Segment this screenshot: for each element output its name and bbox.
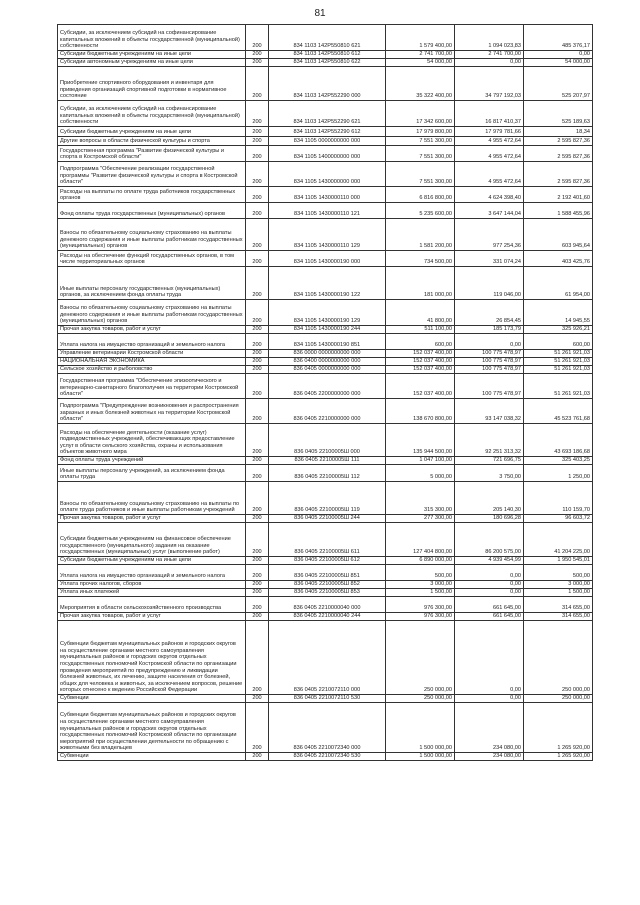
table-row — [58, 465, 593, 482]
approved-amount: 277 300,00 — [386, 515, 455, 523]
executed-amount: 92 251 313,32 — [455, 424, 524, 457]
executed-amount: 0,00 — [455, 589, 524, 597]
unexecuted-amount: 1 500,00 — [524, 589, 593, 597]
row-code: 200 — [246, 565, 269, 581]
executed-amount: 4 624 398,40 — [455, 187, 524, 203]
executed-amount: 16 817 410,37 — [455, 101, 524, 127]
budget-classification-code: 834 1105 1430000190 122 — [269, 267, 386, 300]
unexecuted-amount: 1 588 455,96 — [524, 203, 593, 219]
row-name: Субвенции бюджетам муниципальных районов и городских округов на осуществление органами местного самоуправления муниципальных районов и городских округов отдельных государственных полномочий Костромской области по организации мероприятий при осуществлении деятельности по обращению с животными без владельцев — [58, 703, 246, 753]
executed-amount: 34 797 192,03 — [455, 67, 524, 101]
row-name: Уплата налога на имущество организаций и земельного налога — [58, 334, 246, 350]
row-code: 200 — [246, 703, 269, 753]
budget-classification-code: 836 0000 0000000000 000 — [269, 350, 386, 358]
executed-amount: 0,00 — [455, 565, 524, 581]
row-code: 200 — [246, 589, 269, 597]
table-row — [58, 267, 593, 300]
row-code: 200 — [246, 59, 269, 67]
table-row — [58, 219, 593, 251]
unexecuted-amount: 403 425,76 — [524, 251, 593, 267]
executed-amount: 4 955 472,64 — [455, 137, 524, 146]
table-row — [58, 581, 593, 589]
row-name: Прочая закупка товаров, работ и услуг — [58, 326, 246, 334]
unexecuted-amount: 600,00 — [524, 334, 593, 350]
budget-classification-code: 836 0405 22100005Ш 111 — [269, 457, 386, 465]
unexecuted-amount: 51 261 921,03 — [524, 350, 593, 358]
approved-amount: 734 500,00 — [386, 251, 455, 267]
executed-amount: 100 775 478,97 — [455, 358, 524, 366]
budget-classification-code: 836 0405 2210000040 244 — [269, 613, 386, 621]
row-code: 200 — [246, 326, 269, 334]
unexecuted-amount: 1 265 920,00 — [524, 703, 593, 753]
row-code: 200 — [246, 251, 269, 267]
executed-amount: 180 696,28 — [455, 515, 524, 523]
table-row — [58, 557, 593, 565]
row-name: Субвенции бюджетам муниципальных районов и городских округов на осуществление органами местного самоуправления муниципальных районов и городских округов отдельных государственных полномочий Костромской области по организации проведения мероприятий по предупреждению и ликвидации болезней животных, их лечению, защите населения от болезней, общих для человека и животных, за исключением вопросов, решение которых отнесено к ведению Российской Федерации — [58, 621, 246, 695]
approved-amount: 315 300,00 — [386, 482, 455, 515]
approved-amount: 511 100,00 — [386, 326, 455, 334]
row-code: 200 — [246, 457, 269, 465]
table-row — [58, 326, 593, 334]
table-row — [58, 101, 593, 127]
unexecuted-amount: 2 595 827,36 — [524, 146, 593, 162]
unexecuted-amount: 51 261 921,03 — [524, 358, 593, 366]
budget-classification-code: 834 1105 1430000110 129 — [269, 219, 386, 251]
row-name: Подпрограмма "Обеспечение реализации государственной программы "Развитие физической культуры и спорта в Костромской области" — [58, 162, 246, 187]
executed-amount: 234 080,00 — [455, 703, 524, 753]
executed-amount: 0,00 — [455, 621, 524, 695]
budget-classification-code: 834 1103 142P552290 621 — [269, 101, 386, 127]
table-row — [58, 334, 593, 350]
row-name: Субсидии бюджетным учреждениям на финансовое обеспечение государственного (муниципального) задания на оказание государственных (муниципальных) услуг (выполнение работ) — [58, 523, 246, 557]
budget-classification-code: 836 0400 0000000000 000 — [269, 358, 386, 366]
budget-classification-code: 834 1105 1430000110 000 — [269, 187, 386, 203]
budget-classification-code: 834 1103 142P550810 621 — [269, 25, 386, 51]
budget-classification-code: 834 1103 142P550810 612 — [269, 51, 386, 59]
row-code: 200 — [246, 695, 269, 703]
row-code: 200 — [246, 300, 269, 326]
executed-amount: 0,00 — [455, 59, 524, 67]
approved-amount: 250 000,00 — [386, 695, 455, 703]
row-code: 200 — [246, 374, 269, 399]
executed-amount: 185 173,79 — [455, 326, 524, 334]
row-name: НАЦИОНАЛЬНАЯ ЭКОНОМИКА — [58, 358, 246, 366]
row-name: Субсидии бюджетным учреждениям на иные цели — [58, 51, 246, 59]
row-name: Фонд оплаты труда государственных (муниципальных) органов — [58, 203, 246, 219]
row-name: Иные выплаты персоналу государственных (муниципальных) органов, за исключением фонда оплаты труда — [58, 267, 246, 300]
table-row — [58, 137, 593, 146]
row-code: 200 — [246, 25, 269, 51]
unexecuted-amount: 2 595 827,36 — [524, 137, 593, 146]
row-code: 200 — [246, 399, 269, 424]
approved-amount: 500,00 — [386, 565, 455, 581]
row-name: Субсидии автономным учреждениям на иные цели — [58, 59, 246, 67]
executed-amount: 977 254,36 — [455, 219, 524, 251]
table-row — [58, 597, 593, 613]
page-number: 81 — [314, 8, 326, 19]
budget-classification-code: 834 1103 142P550810 622 — [269, 59, 386, 67]
executed-amount: 0,00 — [455, 581, 524, 589]
table-row — [58, 424, 593, 457]
row-name: Уплата иных платежей — [58, 589, 246, 597]
approved-amount: 41 800,00 — [386, 300, 455, 326]
row-code: 200 — [246, 350, 269, 358]
row-name: Уплата налога на имущество организаций и земельного налога — [58, 565, 246, 581]
budget-classification-code: 834 1105 1430000000 000 — [269, 162, 386, 187]
budget-classification-code: 834 1105 0000000000 000 — [269, 137, 386, 146]
approved-amount: 17 979 800,00 — [386, 127, 455, 137]
unexecuted-amount: 43 693 186,68 — [524, 424, 593, 457]
budget-classification-code: 834 1105 1430000190 000 — [269, 251, 386, 267]
table-row — [58, 127, 593, 137]
table-row — [58, 374, 593, 399]
executed-amount: 100 775 478,97 — [455, 374, 524, 399]
row-name: Приобретение спортивного оборудования и инвентаря для приведения организаций спортивной подготовки в нормативное состояние — [58, 67, 246, 101]
budget-classification-code: 836 0405 22100005Ш 853 — [269, 589, 386, 597]
executed-amount: 1 094 023,83 — [455, 25, 524, 51]
row-name: Расходы на обеспечение функций государственных органов, в том числе территориальных органов — [58, 251, 246, 267]
approved-amount: 1 581 200,00 — [386, 219, 455, 251]
approved-amount: 6 816 800,00 — [386, 187, 455, 203]
row-name: Субвенции — [58, 753, 246, 761]
unexecuted-amount: 485 376,17 — [524, 25, 593, 51]
unexecuted-amount: 54 000,00 — [524, 59, 593, 67]
approved-amount: 600,00 — [386, 334, 455, 350]
unexecuted-amount: 2 595 827,36 — [524, 162, 593, 187]
table-row — [58, 613, 593, 621]
approved-amount: 127 404 800,00 — [386, 523, 455, 557]
unexecuted-amount: 250 000,00 — [524, 621, 593, 695]
budget-classification-code: 834 1105 1400000000 000 — [269, 146, 386, 162]
approved-amount: 152 037 400,00 — [386, 358, 455, 366]
unexecuted-amount: 14 945,55 — [524, 300, 593, 326]
unexecuted-amount: 603 945,64 — [524, 219, 593, 251]
approved-amount: 5 000,00 — [386, 465, 455, 482]
approved-amount: 6 890 000,00 — [386, 557, 455, 565]
row-name: Фонд оплаты труда учреждений — [58, 457, 246, 465]
budget-classification-code: 836 0405 22100005Ш 611 — [269, 523, 386, 557]
table-row — [58, 51, 593, 59]
row-name: Государственная программа "Обеспечение эпизоотического и ветеринарно-санитарного благополучия на территории Костромской области" — [58, 374, 246, 399]
row-code: 200 — [246, 557, 269, 565]
row-code: 200 — [246, 523, 269, 557]
row-name: Субсидии бюджетным учреждениям на иные цели — [58, 127, 246, 137]
table-row — [58, 695, 593, 703]
row-name: Другие вопросы в области физической культуры и спорта — [58, 137, 246, 146]
unexecuted-amount: 500,00 — [524, 565, 593, 581]
executed-amount: 0,00 — [455, 334, 524, 350]
unexecuted-amount: 314 655,00 — [524, 597, 593, 613]
budget-classification-code: 834 1105 1430000190 244 — [269, 326, 386, 334]
row-name: Уплата прочих налогов, сборов — [58, 581, 246, 589]
executed-amount: 721 696,75 — [455, 457, 524, 465]
table-row — [58, 67, 593, 101]
table-row — [58, 589, 593, 597]
row-name: Прочая закупка товаров, работ и услуг — [58, 515, 246, 523]
row-name: Мероприятия в области сельскохозяйственного производства — [58, 597, 246, 613]
row-code: 200 — [246, 482, 269, 515]
unexecuted-amount: 41 204 225,00 — [524, 523, 593, 557]
approved-amount: 1 500 000,00 — [386, 753, 455, 761]
unexecuted-amount: 96 603,72 — [524, 515, 593, 523]
approved-amount: 1 500,00 — [386, 589, 455, 597]
executed-amount: 4 955 472,64 — [455, 162, 524, 187]
budget-classification-code: 836 0405 2200000000 000 — [269, 374, 386, 399]
table-row — [58, 350, 593, 358]
row-code: 200 — [246, 597, 269, 613]
budget-classification-code: 836 0405 0000000000 000 — [269, 366, 386, 374]
table-row — [58, 523, 593, 557]
approved-amount: 976 300,00 — [386, 597, 455, 613]
unexecuted-amount: 525 189,63 — [524, 101, 593, 127]
table-row — [58, 59, 593, 67]
unexecuted-amount: 45 523 761,68 — [524, 399, 593, 424]
unexecuted-amount: 1 265 920,00 — [524, 753, 593, 761]
executed-amount: 234 080,00 — [455, 753, 524, 761]
budget-classification-code: 834 1103 142P552290 000 — [269, 67, 386, 101]
executed-amount: 2 741 700,00 — [455, 51, 524, 59]
executed-amount: 17 979 781,66 — [455, 127, 524, 137]
executed-amount: 4 955 472,64 — [455, 146, 524, 162]
row-name: Субвенции — [58, 695, 246, 703]
approved-amount: 152 037 400,00 — [386, 366, 455, 374]
executed-amount: 3 750,00 — [455, 465, 524, 482]
approved-amount: 3 000,00 — [386, 581, 455, 589]
table-row — [58, 146, 593, 162]
row-name: Государственная программа "Развитие физической культуры и спорта в Костромской области" — [58, 146, 246, 162]
unexecuted-amount: 325 403,25 — [524, 457, 593, 465]
row-name: Взносы по обязательному социальному страхованию на выплаты денежного содержания и иные выплаты работникам государственных (муниципальных) органов — [58, 300, 246, 326]
approved-amount: 1 047 100,00 — [386, 457, 455, 465]
row-code: 200 — [246, 358, 269, 366]
approved-amount: 976 300,00 — [386, 613, 455, 621]
approved-amount: 152 037 400,00 — [386, 350, 455, 358]
table-row — [58, 251, 593, 267]
row-code: 200 — [246, 137, 269, 146]
budget-classification-code: 836 0405 22100005Ш 112 — [269, 465, 386, 482]
budget-classification-code: 836 0405 22100005Ш 000 — [269, 424, 386, 457]
executed-amount: 3 647 144,04 — [455, 203, 524, 219]
approved-amount: 152 037 400,00 — [386, 374, 455, 399]
row-code: 200 — [246, 219, 269, 251]
table-row — [58, 399, 593, 424]
approved-amount: 17 342 600,00 — [386, 101, 455, 127]
executed-amount: 0,00 — [455, 695, 524, 703]
table-row — [58, 515, 593, 523]
executed-amount: 661 645,00 — [455, 613, 524, 621]
row-code: 200 — [246, 267, 269, 300]
row-code: 200 — [246, 162, 269, 187]
row-name: Расходы на выплаты по оплате труда работников государственных органов — [58, 187, 246, 203]
row-name: Иные выплаты персоналу учреждений, за исключением фонда оплаты труда — [58, 465, 246, 482]
row-code: 200 — [246, 753, 269, 761]
row-code: 200 — [246, 146, 269, 162]
unexecuted-amount: 51 261 921,03 — [524, 374, 593, 399]
approved-amount: 5 235 600,00 — [386, 203, 455, 219]
table-row — [58, 753, 593, 761]
row-code: 200 — [246, 67, 269, 101]
row-name: Расходы на обеспечение деятельности (оказание услуг) подведомственных учреждений, обеспечивающих предоставление услуг в области сельского хозяйства, охраны и использования объектов животного мира — [58, 424, 246, 457]
row-code: 200 — [246, 127, 269, 137]
unexecuted-amount: 0,00 — [524, 51, 593, 59]
approved-amount: 2 741 700,00 — [386, 51, 455, 59]
budget-classification-code: 836 0405 22100005Ш 851 — [269, 565, 386, 581]
table-row — [58, 565, 593, 581]
table-row — [58, 300, 593, 326]
row-code: 200 — [246, 465, 269, 482]
budget-classification-code: 834 1103 142P552290 612 — [269, 127, 386, 137]
approved-amount: 7 551 300,00 — [386, 162, 455, 187]
executed-amount: 4 939 454,99 — [455, 557, 524, 565]
row-name: Управление ветеринарии Костромской области — [58, 350, 246, 358]
row-code: 200 — [246, 515, 269, 523]
unexecuted-amount: 525 207,97 — [524, 67, 593, 101]
approved-amount: 7 551 300,00 — [386, 146, 455, 162]
row-name: Субсидии, за исключением субсидий на софинансирование капитальных вложений в объекты государственной (муниципальной) собственности — [58, 25, 246, 51]
budget-classification-code: 836 0405 2210072110 000 — [269, 621, 386, 695]
row-name: Подпрограмма "Предупреждение возникновения и распространения заразных и иных болезней животных на территории Костромской области" — [58, 399, 246, 424]
row-code: 200 — [246, 424, 269, 457]
table-row — [58, 457, 593, 465]
approved-amount: 7 551 300,00 — [386, 137, 455, 146]
budget-classification-code: 836 0405 22100005Ш 119 — [269, 482, 386, 515]
table-row — [58, 358, 593, 366]
executed-amount: 26 854,45 — [455, 300, 524, 326]
table-row — [58, 703, 593, 753]
unexecuted-amount: 250 000,00 — [524, 695, 593, 703]
row-name: Субсидии бюджетным учреждениям на иные цели — [58, 557, 246, 565]
table-row — [58, 162, 593, 187]
approved-amount: 1 579 400,00 — [386, 25, 455, 51]
row-code: 200 — [246, 581, 269, 589]
table-row — [58, 621, 593, 695]
executed-amount: 100 775 478,97 — [455, 366, 524, 374]
budget-classification-code: 834 1105 1430000110 121 — [269, 203, 386, 219]
approved-amount: 54 000,00 — [386, 59, 455, 67]
unexecuted-amount: 1 950 545,01 — [524, 557, 593, 565]
executed-amount: 93 147 038,32 — [455, 399, 524, 424]
budget-classification-code: 836 0405 2210072340 000 — [269, 703, 386, 753]
table-row — [58, 482, 593, 515]
executed-amount: 661 645,00 — [455, 597, 524, 613]
approved-amount: 250 000,00 — [386, 621, 455, 695]
row-code: 200 — [246, 203, 269, 219]
budget-classification-code: 836 0405 2210000000 000 — [269, 399, 386, 424]
budget-classification-code: 836 0405 22100005Ш 244 — [269, 515, 386, 523]
executed-amount: 205 140,30 — [455, 482, 524, 515]
row-code: 200 — [246, 187, 269, 203]
row-name: Сельское хозяйство и рыболовство — [58, 366, 246, 374]
approved-amount: 181 000,00 — [386, 267, 455, 300]
unexecuted-amount: 18,34 — [524, 127, 593, 137]
unexecuted-amount: 61 954,00 — [524, 267, 593, 300]
budget-classification-code: 836 0405 2210000040 000 — [269, 597, 386, 613]
budget-classification-code: 834 1105 1430000190 129 — [269, 300, 386, 326]
row-code: 200 — [246, 613, 269, 621]
approved-amount: 135 944 500,00 — [386, 424, 455, 457]
unexecuted-amount: 314 655,00 — [524, 613, 593, 621]
unexecuted-amount: 110 159,70 — [524, 482, 593, 515]
unexecuted-amount: 2 192 401,60 — [524, 187, 593, 203]
table-row — [58, 25, 593, 51]
table-row — [58, 366, 593, 374]
budget-classification-code: 836 0405 2210072340 530 — [269, 753, 386, 761]
table-row — [58, 203, 593, 219]
executed-amount: 100 775 478,97 — [455, 350, 524, 358]
row-code: 200 — [246, 334, 269, 350]
row-code: 200 — [246, 621, 269, 695]
approved-amount: 1 500 000,00 — [386, 703, 455, 753]
unexecuted-amount: 1 250,00 — [524, 465, 593, 482]
unexecuted-amount: 51 261 921,03 — [524, 366, 593, 374]
approved-amount: 138 670 800,00 — [386, 399, 455, 424]
approved-amount: 35 322 400,00 — [386, 67, 455, 101]
unexecuted-amount: 325 926,21 — [524, 326, 593, 334]
row-code: 200 — [246, 51, 269, 59]
unexecuted-amount: 3 000,00 — [524, 581, 593, 589]
budget-classification-code: 836 0405 22100005Ш 852 — [269, 581, 386, 589]
executed-amount: 86 200 575,00 — [455, 523, 524, 557]
row-name: Прочая закупка товаров, работ и услуг — [58, 613, 246, 621]
budget-classification-code: 836 0405 2210072110 530 — [269, 695, 386, 703]
budget-classification-code: 836 0405 22100005Ш 612 — [269, 557, 386, 565]
row-name: Взносы по обязательному социальному страхованию на выплаты по оплате труда работников и иные выплаты работникам учреждений — [58, 482, 246, 515]
executed-amount: 119 046,00 — [455, 267, 524, 300]
row-code: 200 — [246, 101, 269, 127]
budget-classification-code: 834 1105 1430000190 851 — [269, 334, 386, 350]
budget-execution-table — [57, 24, 593, 761]
table-row — [58, 187, 593, 203]
row-name: Взносы по обязательному социальному страхованию на выплаты денежного содержания и иные выплаты работникам государственных (муниципальных) органов — [58, 219, 246, 251]
executed-amount: 331 074,24 — [455, 251, 524, 267]
row-code: 200 — [246, 366, 269, 374]
row-name: Субсидии, за исключением субсидий на софинансирование капитальных вложений в объекты государственной (муниципальной) собственности — [58, 101, 246, 127]
